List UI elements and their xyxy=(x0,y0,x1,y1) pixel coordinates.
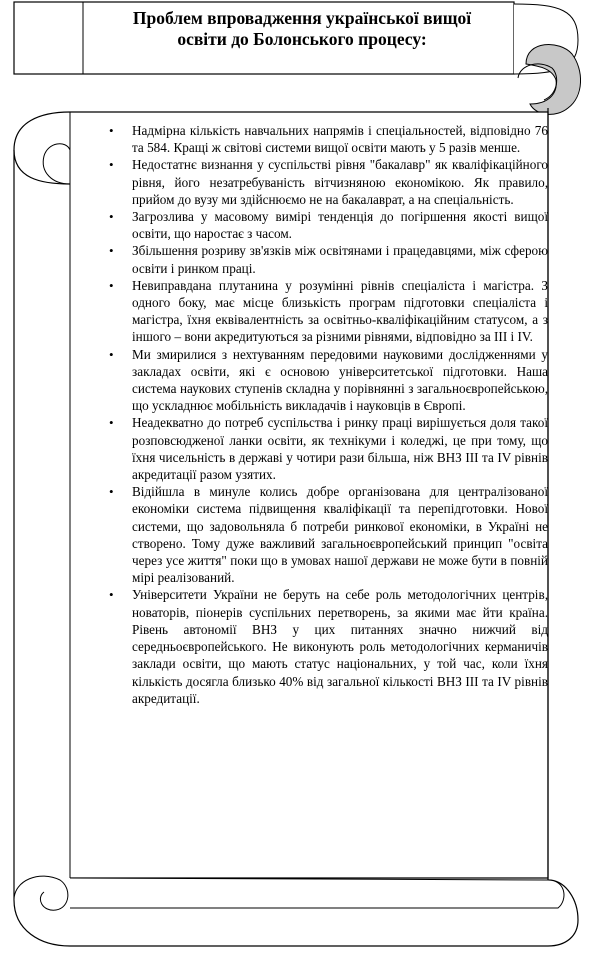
bottom-roll-fold xyxy=(70,878,564,908)
left-roll-top xyxy=(14,112,70,184)
list-item: • Недостатнє визнання у суспільстві рівня "бакалавр" як кваліфікаційного рівня, його незатребуваність вітчизняною економікою. Як правило, прийом до вузу ми здійснюємо не на бакалаврат, а на спеціальність. xyxy=(106,156,548,208)
problems-list xyxy=(106,122,548,707)
top-right-curl xyxy=(526,45,581,115)
list-item: • Загрозлива у масовому вимірі тенденція до погіршення якості вищої освіти, що наростає з часом. xyxy=(106,208,548,242)
list-item: • Невиправдана плутанина у розумінні рівнів спеціаліста і магістра. З одного боку, має місце близькість програм підготовки спеціаліста і магістра, їхня еквівалентність за освітньо-кваліфікаційним статусом, а з іншого – вони акредитуються за різними рівнями, відповідно за ІІІ і IV. xyxy=(106,277,548,346)
title-line-2: освіти до Болонського процесу: xyxy=(177,29,427,49)
page-title xyxy=(80,8,524,50)
list-item: • Неадекватно до потреб суспільства і ринку праці вирішується доля такої розповсюдженої ланки освіти, як технікуми і коледжі, це при тому, що їхня чисельність в державі у чотири рази більша, ніж ВНЗ ІІІ та IV рівнів акредитації разом узятих. xyxy=(106,414,548,483)
title-line-1: Проблем впровадження української вищої xyxy=(132,8,472,28)
list-item: • Університети України не беруть на себе роль методологічних центрів, новаторів, піонерів суспільних перетворень, за якими має йти країна. Рівень автономії ВНЗ у цих питаннях значно нижчий від середньоєвропейського. Не виконують роль методологічних керманичів заклади освіти, що мають статус національних, у той час, коли їхня кількість досягла близько 40% від загальної кількості ВНЗ ІІІ та IV рівнів акредитації. xyxy=(106,586,548,706)
list-item: • Збільшення розриву зв'язків між освітянами і працедавцями, між сферою освіти і ринком праці. xyxy=(106,242,548,276)
list-item: • Надмірна кількість навчальних напрямів і спеціальностей, відповідно 76 та 584. Кращі ж світові системи вищої освіти мають у 5 разів менше. xyxy=(106,122,548,156)
list-item: • Відійшла в минуле колись добре організована для централізованої економіки система підвищення кваліфікації та перепідготовки. Нової системи, що задовольняла б потреби ринкової економіки, в Україні не створено. Тому дуже важливий загальноєвропейський принцип "освіта через усе життя" поки що в умовах нашої держави не може бути в повній мірі реалізований. xyxy=(106,483,548,586)
list-item: • Ми змирилися з нехтуванням передовими науковими дослідженнями у закладах освіти, які є основою університетської підготовки. Наша система наукових ступенів складна у порівнянні з загальноєвропейською, що ускладнює мобільність викладачів і науковців в Європі. xyxy=(106,346,548,415)
